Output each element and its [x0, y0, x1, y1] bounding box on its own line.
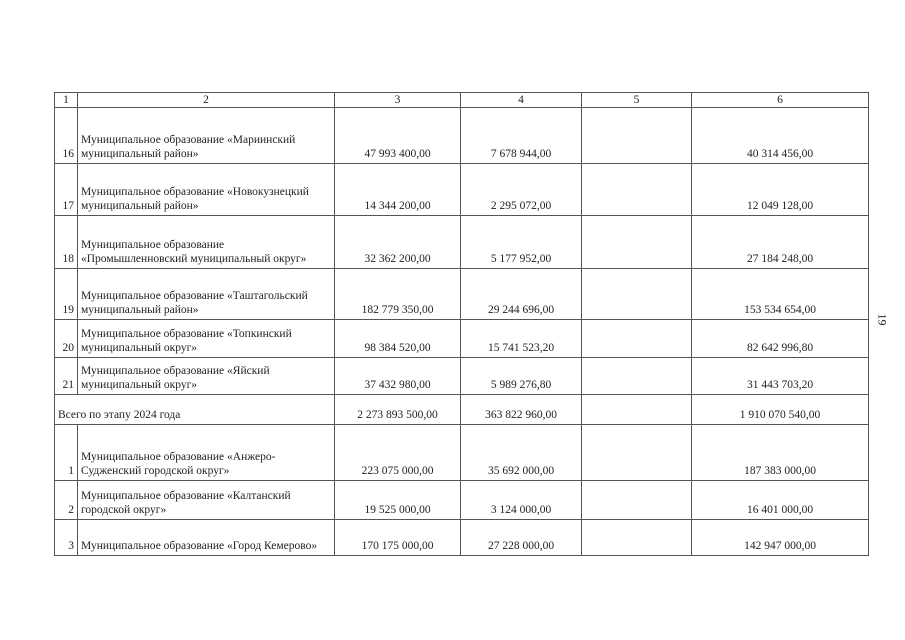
amount-col5: [582, 481, 692, 520]
table-row: [55, 216, 869, 269]
amount-col3: 182 779 350,00: [335, 269, 461, 320]
table-row: [55, 358, 869, 395]
amount-col6: 12 049 128,00: [692, 164, 869, 216]
amount-col6: 187 383 000,00: [692, 425, 869, 481]
column-header: 3: [335, 93, 461, 108]
amount-col3: 14 344 200,00: [335, 164, 461, 216]
row-number: 21: [55, 358, 78, 395]
page-number: 19: [875, 313, 890, 326]
column-header: 5: [582, 93, 692, 108]
amount-col3: 223 075 000,00: [335, 425, 461, 481]
amount-col4: 3 124 000,00: [461, 481, 582, 520]
row-number: 16: [55, 108, 78, 164]
column-header: 1: [55, 93, 78, 108]
row-number: 20: [55, 320, 78, 358]
municipality-name: Муниципальное образование «Калтанский городской округ»: [78, 481, 335, 520]
amount-col5: [582, 320, 692, 358]
municipality-name: Муниципальное образование «Город Кемерово»: [78, 520, 335, 556]
amount-col4: 27 228 000,00: [461, 520, 582, 556]
column-header: 4: [461, 93, 582, 108]
amount-col6: 82 642 996,80: [692, 320, 869, 358]
column-header: 6: [692, 93, 869, 108]
municipality-name: Муниципальное образование «Новокузнецкий муниципальный район»: [78, 164, 335, 216]
amount-col4: 7 678 944,00: [461, 108, 582, 164]
amount-col5: [582, 358, 692, 395]
amount-col6: 31 443 703,20: [692, 358, 869, 395]
municipality-name: Муниципальное образование «Яйский муниципальный округ»: [78, 358, 335, 395]
total-col5: [582, 395, 692, 425]
total-label: Всего по этапу 2024 года: [55, 395, 335, 425]
row-number: 18: [55, 216, 78, 269]
amount-col6: 153 534 654,00: [692, 269, 869, 320]
amount-col6: 27 184 248,00: [692, 216, 869, 269]
table-row: [55, 320, 869, 358]
row-number: 17: [55, 164, 78, 216]
total-row: [55, 395, 869, 425]
municipality-name: Муниципальное образование «Анжеро-Судженский городской округ»: [78, 425, 335, 481]
amount-col6: 16 401 000,00: [692, 481, 869, 520]
amount-col4: 29 244 696,00: [461, 269, 582, 320]
municipality-name: Муниципальное образование «Мариинский муниципальный район»: [78, 108, 335, 164]
amount-col5: [582, 164, 692, 216]
amount-col4: 2 295 072,00: [461, 164, 582, 216]
table-row: [55, 164, 869, 216]
row-number: 2: [55, 481, 78, 520]
amount-col6: 40 314 456,00: [692, 108, 869, 164]
total-col3: 2 273 893 500,00: [335, 395, 461, 425]
amount-col5: [582, 425, 692, 481]
amount-col5: [582, 108, 692, 164]
amount-col3: 98 384 520,00: [335, 320, 461, 358]
row-number: 3: [55, 520, 78, 556]
amount-col3: 37 432 980,00: [335, 358, 461, 395]
amount-col6: 142 947 000,00: [692, 520, 869, 556]
amount-col3: 47 993 400,00: [335, 108, 461, 164]
amount-col4: 35 692 000,00: [461, 425, 582, 481]
amount-col4: 5 989 276,80: [461, 358, 582, 395]
amount-col5: [582, 269, 692, 320]
table-header-row: [55, 93, 869, 108]
budget-table: [54, 92, 869, 556]
municipality-name: Муниципальное образование «Промышленновский муниципальный округ»: [78, 216, 335, 269]
amount-col4: 5 177 952,00: [461, 216, 582, 269]
column-header: 2: [78, 93, 335, 108]
amount-col5: [582, 216, 692, 269]
table-row: [55, 481, 869, 520]
amount-col3: 32 362 200,00: [335, 216, 461, 269]
municipality-name: Муниципальное образование «Таштагольский муниципальный район»: [78, 269, 335, 320]
total-col6: 1 910 070 540,00: [692, 395, 869, 425]
amount-col3: 19 525 000,00: [335, 481, 461, 520]
amount-col3: 170 175 000,00: [335, 520, 461, 556]
table-row: [55, 520, 869, 556]
table-row: [55, 425, 869, 481]
row-number: 1: [55, 425, 78, 481]
row-number: 19: [55, 269, 78, 320]
municipality-name: Муниципальное образование «Топкинский муниципальный округ»: [78, 320, 335, 358]
table-row: [55, 108, 869, 164]
table-row: [55, 269, 869, 320]
amount-col4: 15 741 523,20: [461, 320, 582, 358]
amount-col5: [582, 520, 692, 556]
total-col4: 363 822 960,00: [461, 395, 582, 425]
